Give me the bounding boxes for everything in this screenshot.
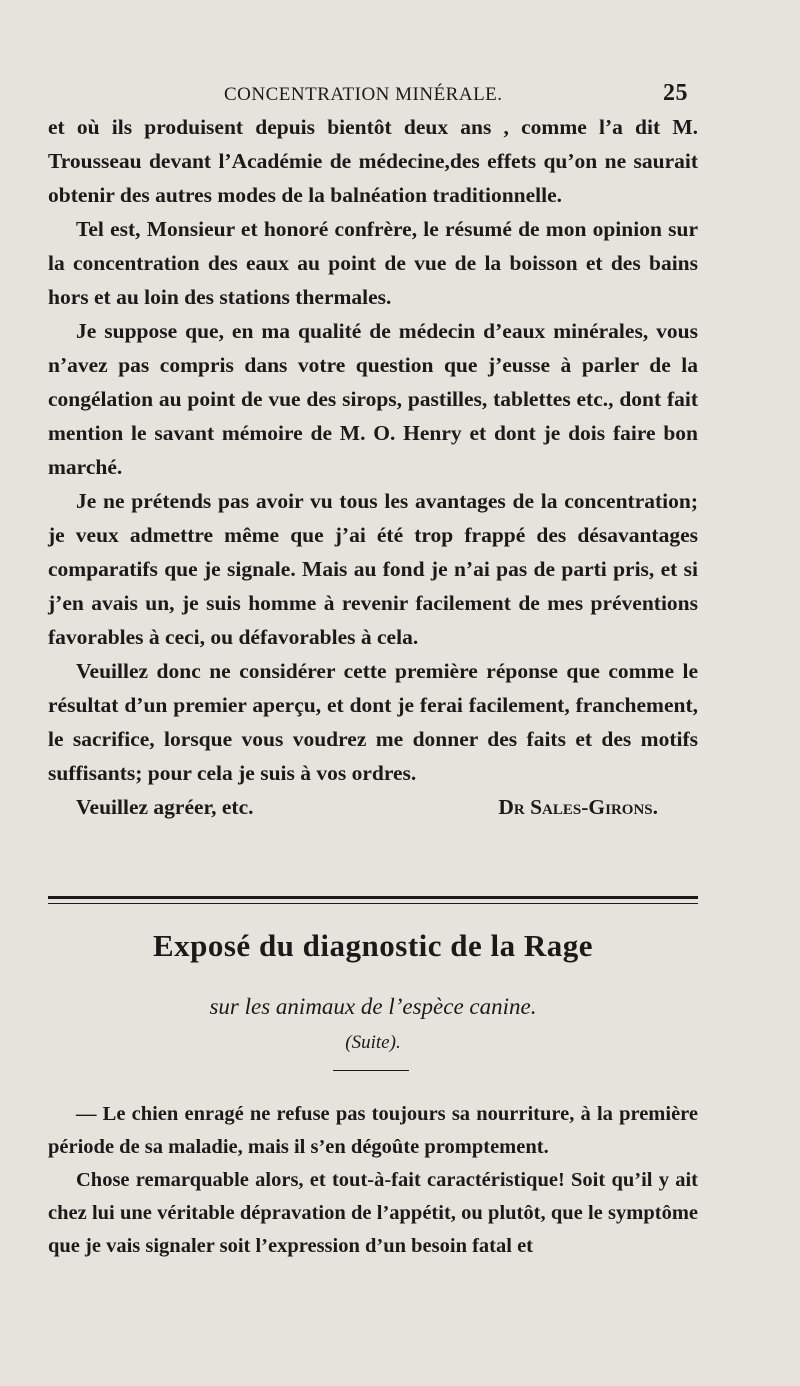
page-number: 25 bbox=[663, 80, 688, 106]
closing-formula: Veuillez agréer, etc. bbox=[76, 795, 254, 819]
article-body bbox=[48, 1098, 698, 1263]
letter-body bbox=[48, 110, 698, 824]
article-title: Exposé du diagnostic de la Rage bbox=[152, 928, 594, 963]
running-title: CONCENTRATION MINÉRALE. bbox=[224, 84, 503, 105]
paragraph: Tel est, Monsieur et honoré confrère, le résumé de mon opinion sur la concentration des eaux au point de vue de la boisson et des bains hors et au loin des stations thermales. bbox=[48, 217, 698, 309]
paragraph: Chose remarquable alors, et tout-à-fait caractéristique! Soit qu’il y ait chez lui une véritable dépravation de l’appétit, ou plutôt, que le symptôme que je vais signaler soit l’expression d’un besoin fatal et bbox=[48, 1169, 698, 1257]
section-divider-thin bbox=[48, 903, 698, 904]
paragraph: et où ils produisent depuis bientôt deux ans , comme l’a dit M. Trousseau devant l’Académie de médecine,des effets qu’on ne saurait obtenir des autres modes de la balnéation traditionnelle. bbox=[48, 115, 698, 207]
paragraph: Veuillez donc ne considérer cette première réponse que comme le résultat d’un premier aperçu, et dont je ferai facilement, franchement, le sacrifice, lorsque vous voudrez me donner des faits et des motifs suffisants; pour cela je suis à vos ordres. bbox=[48, 659, 698, 785]
paragraph: Je suppose que, en ma qualité de médecin d’eaux minérales, vous n’avez pas compris dans votre question que j’eusse à parler de la congélation au point de vue des sirops, pastilles, tablettes etc., dont fait mention le savant mémoire de M. O. Henry et dont je dois faire bon marché. bbox=[48, 319, 698, 479]
short-divider bbox=[333, 1070, 409, 1071]
paragraph: — Le chien enragé ne refuse pas toujours sa nourriture, à la première période de sa maladie, mais il s’en dégoûte promptement. bbox=[48, 1103, 698, 1158]
running-header bbox=[48, 80, 688, 112]
signature-line bbox=[48, 790, 698, 824]
section-divider bbox=[48, 896, 698, 899]
continuation-note: (Suite). bbox=[345, 1032, 401, 1053]
author-signature: Dr Sales-Girons. bbox=[498, 795, 658, 819]
article-subtitle: sur les animaux de l’espèce canine. bbox=[209, 994, 537, 1019]
paragraph: Je ne prétends pas avoir vu tous les avantages de la concentration; je veux admettre même que j’ai été trop frappé des désavantages comparatifs que je signale. Mais au fond je n’ai pas de parti pris, et si j’en avais un, je suis homme à revenir facilement de mes préventions favorables à ceci, ou défavorables à cela. bbox=[48, 489, 698, 649]
